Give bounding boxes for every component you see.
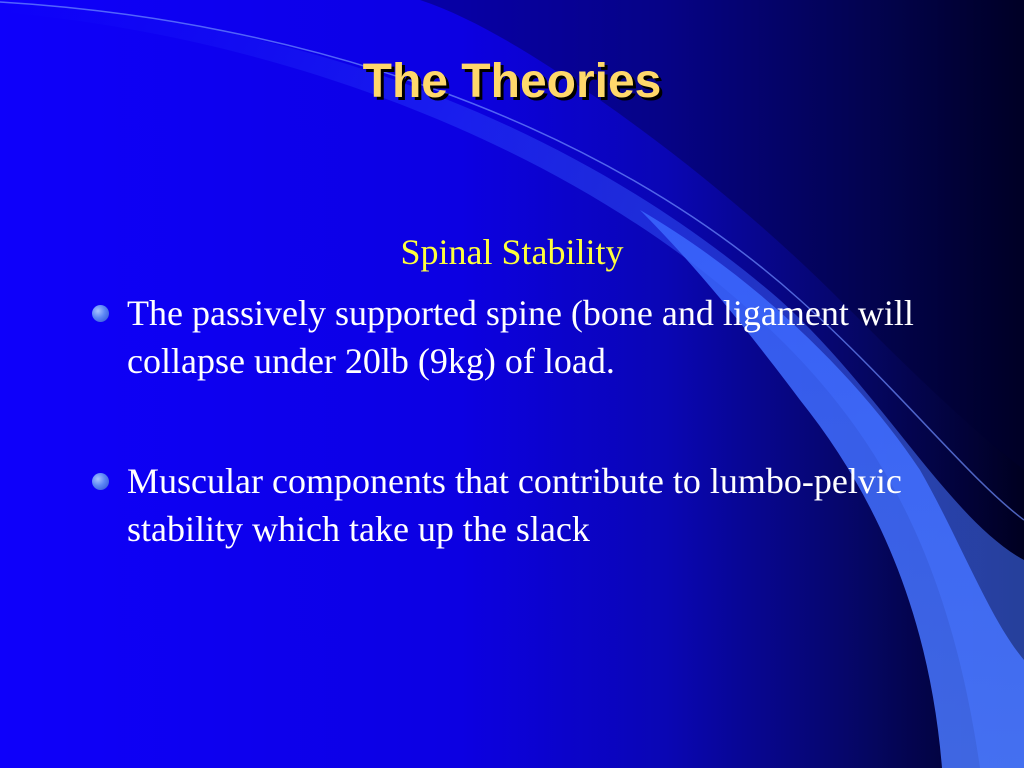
bullet-text: The passively supported spine (bone and ligament will collapse under 20lb (9kg) of load.: [127, 293, 914, 381]
bullet-list: [90, 289, 920, 553]
bullet-item: [90, 457, 920, 553]
bullet-dot-icon: [92, 305, 109, 322]
bullet-text: Muscular components that contribute to lumbo-pelvic stability which take up the slack: [127, 461, 902, 549]
slide-subtitle: Spinal Stability: [400, 232, 624, 272]
bullet-dot-icon: [92, 473, 109, 490]
slide-title: The Theories: [362, 55, 662, 108]
bullet-item: [90, 289, 920, 385]
